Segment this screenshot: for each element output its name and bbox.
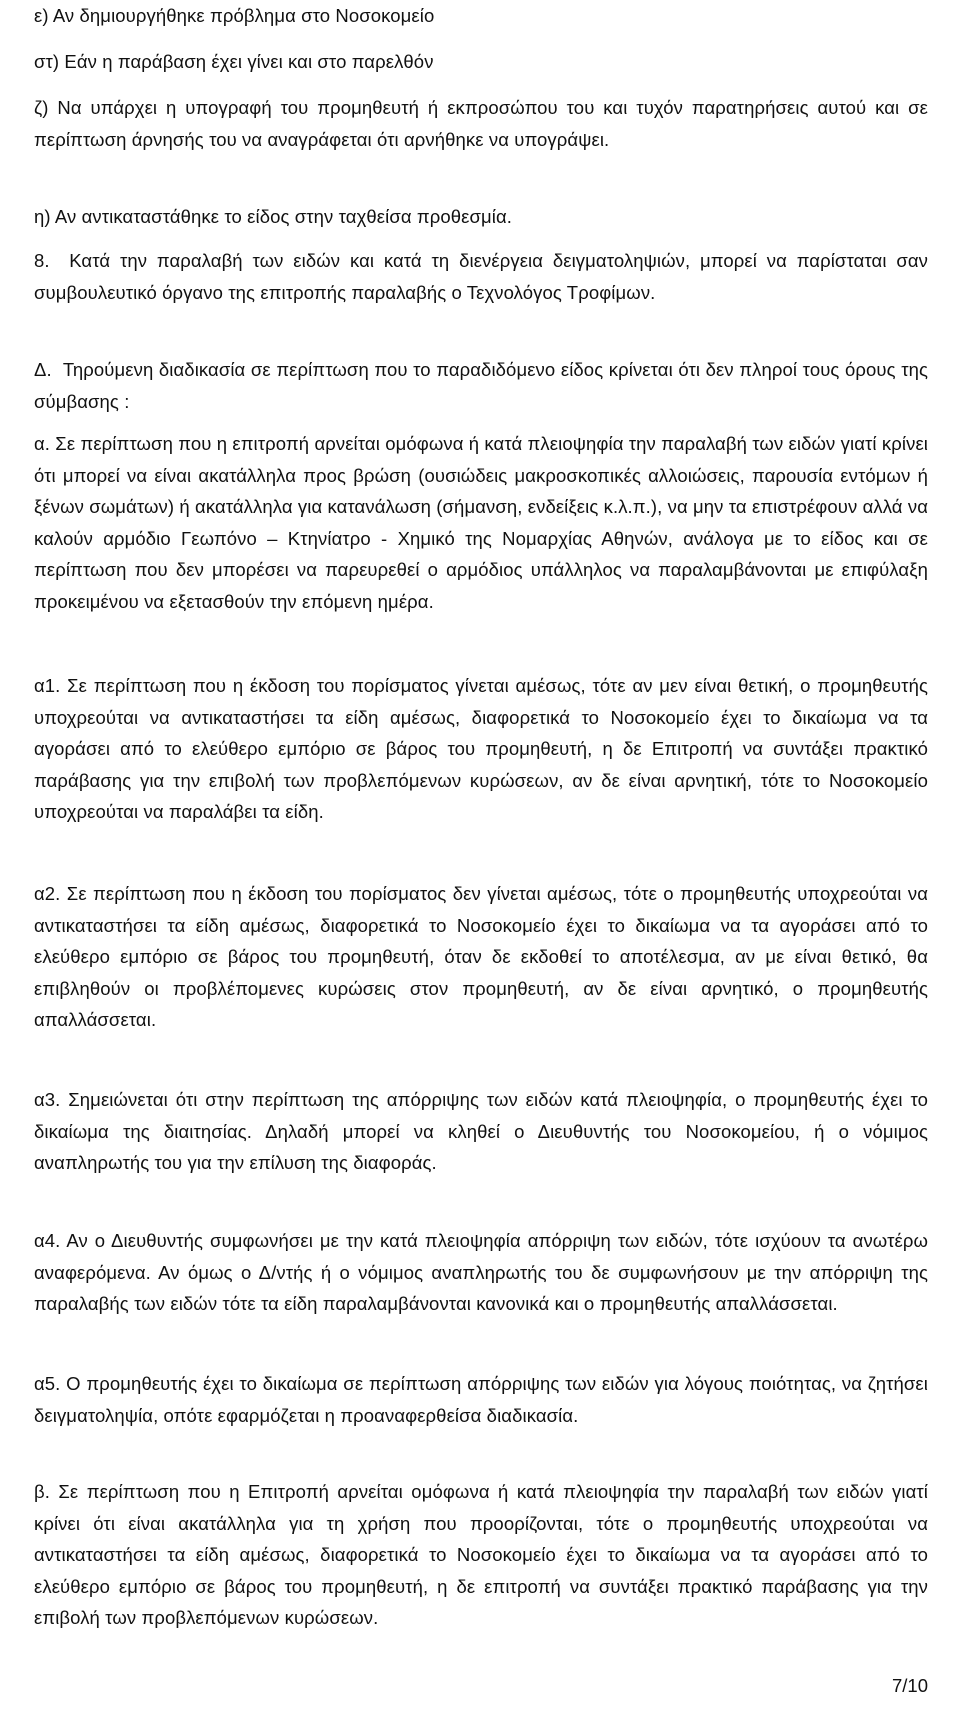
paragraph-a5: α5. Ο προμηθευτής έχει το δικαίωμα σε περίπτωση απόρριψης των ειδών για λόγους ποιότητας, να ζητήσει δειγματοληψία, οπότε εφαρμόζεται η προαναφερθείσα διαδικασία. (34, 1373, 928, 1426)
line-st: στ) Εάν η παράβαση έχει γίνει και στο παρελθόν (34, 51, 434, 72)
paragraph-a4: α4. Αν ο Διευθυντής συμφωνήσει με την κατά πλειοψηφία απόρριψη των ειδών, τότε ισχύουν τα ανωτέρω αναφερόμενα. Αν όμως ο Δ/ντής ή ο νόμιμος αναπληρωτής του δε συμφωνήσουν με την απόρριψη της παραλαβής των ειδών τότε τα είδη παραλαμβάνονται κανονικά και ο προμηθευτής απαλλάσσεται. (34, 1230, 928, 1315)
item-8-text: Κατά την παραλαβή των ειδών και κατά τη διενέργεια δειγματοληψιών, μπορεί να παρίσταται σαν συμβουλευτικό όργανο της επιτροπής παραλαβής ο Τεχνολόγος Τροφίμων. (34, 250, 928, 303)
section-d (34, 354, 928, 417)
item-8 (34, 245, 928, 308)
item-8-label: 8. (34, 250, 50, 271)
section-d-label: Δ. (34, 359, 52, 380)
paragraph-a1: α1. Σε περίπτωση που η έκδοση του πορίσματος γίνεται αμέσως, τότε αν μεν είναι θετική, ο προμηθευτής υποχρεούται να αντικαταστήσει τα είδη αμέσως, διαφορετικά το Νοσοκομείο έχει το δικαίωμα να τα αγοράσει από το ελεύθερο εμπόριο σε βάρος του προμηθευτή, η δε Επιτροπή να συντάξει πρακτικό παράβασης για την επιβολή των προβλεπόμενων κυρώσεων, αν δε είναι αρνητική, τότε το Νοσοκομείο υποχρεούται να παραλάβει τα είδη. (34, 675, 928, 823)
item-8-paragraph (34, 245, 928, 308)
paragraph-a: α. Σε περίπτωση που η επιτροπή αρνείται ομόφωνα ή κατά πλειοψηφία την παραλαβή των ειδών γιατί κρίνει ότι μπορεί να είναι ακατάλληλα προς βρώση (ουσιώδεις μακροσκοπικές αλλοιώσεις, παρουσία εντόμων ή ξένων σωμάτων) ή ακατάλληλα για κατανάλωση (σήμανση, ενδείξεις κ.λ.π.), να μην τα επιστρέφουν αλλά να καλούν αρμόδιο Γεωπόνο – Κτηνίατρο - Χημικό της Νομαρχίας Αθηνών, ανάλογα με το είδος και σε περίπτωση που δεν μπορέσει να παρευρεθεί ο αρμόδιος υπάλληλος να παραλαμβάνονται με επιφύλαξη προκειμένου να εξετασθούν την επόμενη ημέρα. (34, 433, 928, 612)
paragraph-b: β. Σε περίπτωση που η Επιτροπή αρνείται ομόφωνα ή κατά πλειοψηφία την παραλαβή των ειδών γιατί κρίνει ότι είναι ακατάλληλα για τη χρήση που προορίζονται, τότε ο προμηθευτής υποχρεούται να αντικαταστήσει τα είδη αμέσως, διαφορετικά το Νοσοκομείο έχει το δικαίωμα να τα αγοράσει από το ελεύθερο εμπόριο σε βάρος του προμηθευτή, η δε επιτροπή να συντάξει πρακτικό παράβασης για την επιβολή των προβλεπόμενων κυρώσεων. (34, 1481, 928, 1629)
section-d-text: Τηρούμενη διαδικασία σε περίπτωση που το παραδιδόμενο είδος κρίνεται ότι δεν πληροί τους όρους της σύμβασης : (34, 359, 929, 412)
line-h: η) Αν αντικαταστάθηκε το είδος στην ταχθείσα προθεσμία. (34, 206, 513, 227)
page-number: 7/10 (891, 1675, 928, 1696)
line-e: ε) Αν δημιουργήθηκε πρόβλημα στο Νοσοκομείο (34, 5, 435, 26)
line-z: ζ) Να υπάρχει η υπογραφή του προμηθευτή ή εκπροσώπου του και τυχόν παρατηρήσεις αυτού και σε περίπτωση άρνησής του να αναγράφεται ότι αρνήθηκε να υπογράψει. (34, 97, 928, 150)
section-d-paragraph (34, 354, 928, 417)
paragraph-a2: α2. Σε περίπτωση που η έκδοση του πορίσματος δεν γίνεται αμέσως, τότε ο προμηθευτής υποχρεούται να αντικαταστήσει τα είδη αμέσως, διαφορετικά το Νοσοκομείο έχει το δικαίωμα να τα αγοράσει από το ελεύθερο εμπόριο σε βάρος του προμηθευτή, όταν δε εκδοθεί το αποτέλεσμα, αν με είναι θετικό, θα επιβληθούν οι προβλέπομενες κυρώσεις στον προμηθευτή, αν δε είναι αρνητικό, ο προμηθευτής απαλλάσσεται. (34, 883, 928, 1031)
paragraph-a3: α3. Σημειώνεται ότι στην περίπτωση της απόρριψης των ειδών κατά πλειοψηφία, ο προμηθευτής έχει το δικαίωμα της διαιτησίας. Δηλαδή μπορεί να κληθεί ο Διευθυντής του Νοσοκομείου, ή ο νόμιμος αναπληρωτής του για την επίλυση της διαφοράς. (34, 1089, 928, 1174)
